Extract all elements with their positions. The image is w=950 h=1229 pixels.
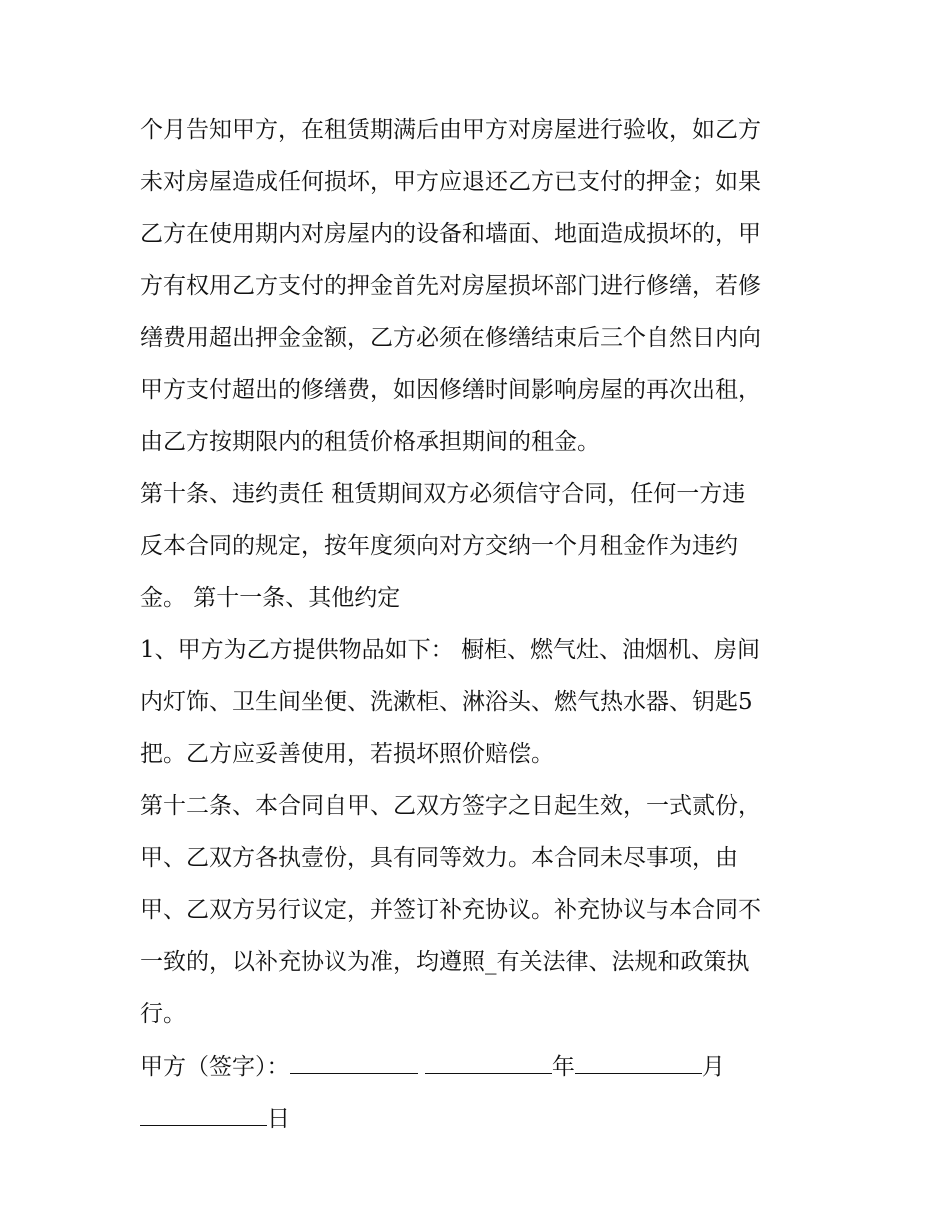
text-line: 甲、乙双方另行议定，并签订补充协议。补充协议与本合同不 — [140, 897, 761, 923]
year-label: 年 — [551, 1054, 575, 1080]
text-line: 行。 — [140, 1001, 186, 1027]
text-line: 甲方支付超出的修缮费，如因修缮时间影响房屋的再次出租， — [140, 377, 761, 403]
text-line: 甲、乙双方各执壹份，具有同等效力。本合同未尽事项，由 — [140, 845, 738, 871]
signature-line — [140, 1051, 725, 1082]
month-blank — [575, 1051, 702, 1074]
date-line — [140, 1103, 290, 1134]
text-line: 第十二条、本合同自甲、乙双方签字之日起生效，一式贰份， — [140, 793, 761, 819]
text-line: 缮费用超出押金金额，乙方必须在修缮结束后三个自然日内向 — [140, 325, 761, 351]
day-blank — [140, 1103, 267, 1126]
text-line: 金。 第十一条、其他约定 — [140, 585, 401, 611]
text-line: 乙方在使用期内对房屋内的设备和墙面、地面造成损坏的，甲 — [140, 221, 761, 247]
text-line: 方有权用乙方支付的押金首先对房屋损坏部门进行修缮，若修 — [140, 273, 761, 299]
day-label: 日 — [267, 1106, 290, 1132]
text-line: 第十条、违约责任 租赁期间双方必须信守合同，任何一方违 — [140, 481, 746, 507]
year-blank — [425, 1051, 552, 1074]
text-line: 未对房屋造成任何损坏，甲方应退还乙方已支付的押金；如果 — [140, 169, 761, 195]
text-line: 内灯饰、卫生间坐便、洗漱柜、淋浴头、燃气热水器、钥匙5 — [140, 689, 753, 715]
text-line: 个月告知甲方，在租赁期满后由甲方对房屋进行验收，如乙方 — [140, 117, 761, 143]
text-line: 一致的，以补充协议为准，均遵照_有关法律、法规和政策执 — [140, 949, 750, 975]
party-a-label: 甲方（签字）： — [140, 1054, 290, 1080]
text-line: 反本合同的规定，按年度须向对方交纳一个月租金作为违约 — [140, 533, 738, 559]
signature-blank — [290, 1051, 418, 1074]
month-label: 月 — [701, 1054, 725, 1080]
text-line: 把。乙方应妥善使用，若损坏照价赔偿。 — [140, 741, 554, 767]
text-line: 由乙方按期限内的租赁价格承担期间的租金。 — [140, 429, 600, 455]
text-line: 1、甲方为乙方提供物品如下： 橱柜、燃气灶、油烟机、房间 — [140, 637, 760, 663]
